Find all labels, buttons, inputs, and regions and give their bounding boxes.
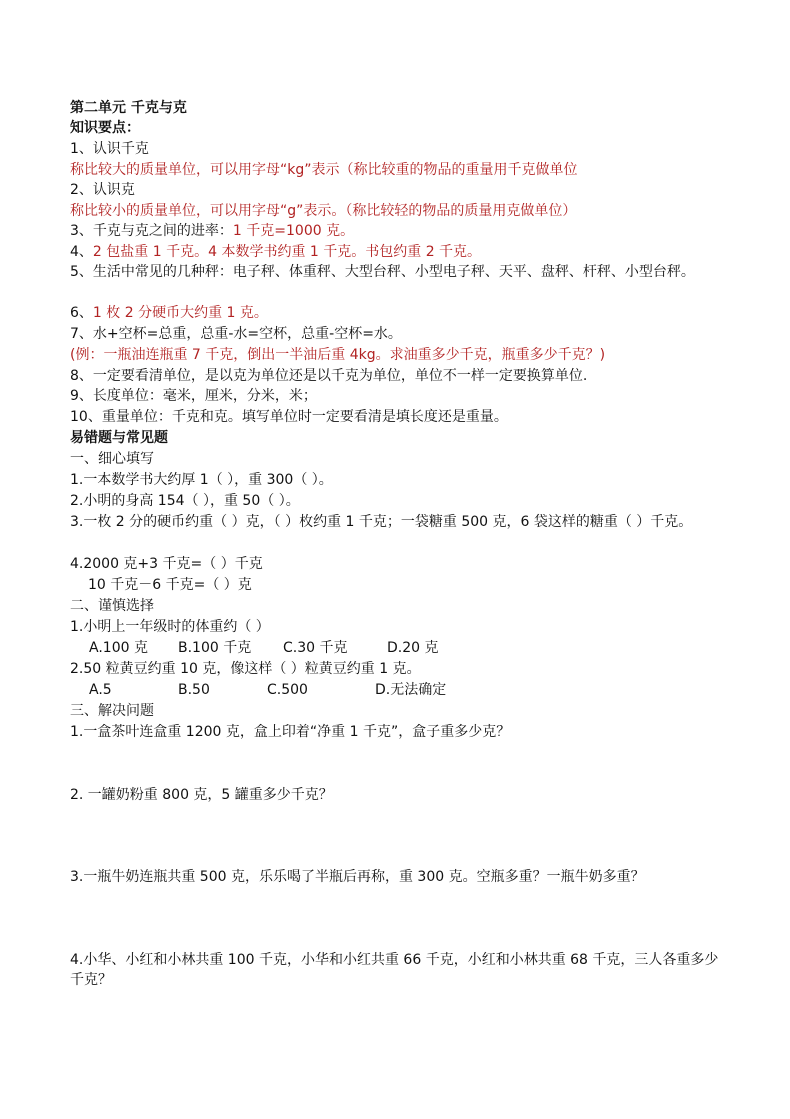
knowledge-item-3-value: 1 千克=1000 克。 bbox=[232, 223, 355, 239]
problem-1: 1.一盒茶叶连盒重 1200 克，盒上印着“净重 1 千克”，盒子重多少克？ bbox=[70, 724, 511, 740]
section-2-title: 二、谨慎选择 bbox=[70, 598, 154, 614]
knowledge-item-7: 7、水+空杯=总重，总重-水=空杯，总重-空杯=水。 bbox=[70, 326, 402, 342]
knowledge-heading: 知识要点： bbox=[70, 120, 140, 136]
fill-question-1: 1.一本数学书大约厚 1（ ），重 300（ ）。 bbox=[70, 472, 333, 488]
fill-question-4-line-2: 10 千克－6 千克=（ ）克 bbox=[88, 577, 252, 593]
knowledge-item-1-title: 1、认识千克 bbox=[70, 141, 149, 157]
knowledge-item-6-prefix: 6、 bbox=[70, 305, 93, 321]
fill-question-2: 2.小明的身高 154（ ），重 50（ ）。 bbox=[70, 493, 300, 509]
knowledge-item-3-prefix: 3、千克与克之间的进率： bbox=[70, 223, 233, 239]
choice-1-option-d: D.20 克 bbox=[387, 640, 439, 656]
knowledge-item-5: 5、生活中常见的几种秤：电子秤、体重秤、大型台秤、小型电子秤、天平、盘秤、杆秤、小型台秤。 bbox=[70, 264, 695, 280]
knowledge-item-8: 8、一定要看清单位，是以克为单位还是以千克为单位，单位不一样一定要换算单位. bbox=[70, 368, 588, 384]
fill-question-4-line-1: 4.2000 克+3 千克=（ ）千克 bbox=[70, 556, 263, 572]
knowledge-item-4-text: 2 包盐重 1 千克。4 本数学书约重 1 千克。书包约重 2 千克。 bbox=[92, 244, 482, 260]
knowledge-item-4-prefix: 4、 bbox=[70, 244, 93, 260]
fill-question-3: 3.一枚 2 分的硬币约重（ ）克，（ ）枚约重 1 千克；一袋糖重 500 克，6 袋这样的糖重（ ）千克。 bbox=[70, 514, 693, 530]
knowledge-item-9: 9、长度单位：毫米，厘米，分米，米； bbox=[70, 388, 317, 404]
problem-2: 2. 一罐奶粉重 800 克，5 罐重多少千克？ bbox=[70, 787, 333, 803]
knowledge-item-10: 10、重量单位：千克和克。填写单位时一定要看清是填长度还是重量。 bbox=[70, 409, 508, 425]
knowledge-item-1-desc: 称比较大的质量单位，可以用字母“kg”表示（称比较重的物品的重量用千克做单位 bbox=[70, 162, 578, 178]
knowledge-item-4 bbox=[70, 242, 730, 262]
choice-1-option-b: B.100 千克 bbox=[178, 640, 252, 656]
knowledge-item-2-title: 2、认识克 bbox=[70, 182, 135, 198]
knowledge-item-3 bbox=[70, 221, 730, 241]
section-1-title: 一、细心填写 bbox=[70, 451, 154, 467]
exercises-heading: 易错题与常见题 bbox=[70, 430, 168, 446]
knowledge-item-7-example: (例：一瓶油连瓶重 7 千克，倒出一半油后重 4kg。求油重多少千克，瓶重多少千克？) bbox=[70, 347, 606, 363]
choice-2-option-c: C.500 bbox=[267, 682, 308, 698]
page-title: 第二单元 千克与克 bbox=[70, 100, 187, 116]
problem-4: 4.小华、小红和小林共重 100 千克，小华和小红共重 66 千克，小红和小林共重 68 千克，三人各重多少千克？ bbox=[70, 952, 719, 988]
choice-2-option-a: A.5 bbox=[89, 682, 112, 698]
knowledge-item-6-text: 1 枚 2 分硬币大约重 1 克。 bbox=[92, 305, 268, 321]
choice-1-option-c: C.30 千克 bbox=[283, 640, 348, 656]
knowledge-item-6 bbox=[70, 303, 730, 323]
choice-2-option-d: D.无法确定 bbox=[375, 682, 447, 698]
problem-3: 3.一瓶牛奶连瓶共重 500 克，乐乐喝了半瓶后再称，重 300 克。空瓶多重？一瓶牛奶多重？ bbox=[70, 869, 645, 885]
section-3-title: 三、解决问题 bbox=[70, 703, 154, 719]
choice-2-option-b: B.50 bbox=[178, 682, 210, 698]
choice-question-1: 1.小明上一年级时的体重约（ ） bbox=[70, 619, 270, 635]
choice-question-2: 2.50 粒黄豆约重 10 克，像这样（ ）粒黄豆约重 1 克。 bbox=[70, 661, 421, 677]
choice-1-option-a: A.100 克 bbox=[89, 640, 148, 656]
knowledge-item-2-desc: 称比较小的质量单位，可以用字母“g”表示。（称比较轻的物品的质量用克做单位） bbox=[70, 203, 577, 219]
